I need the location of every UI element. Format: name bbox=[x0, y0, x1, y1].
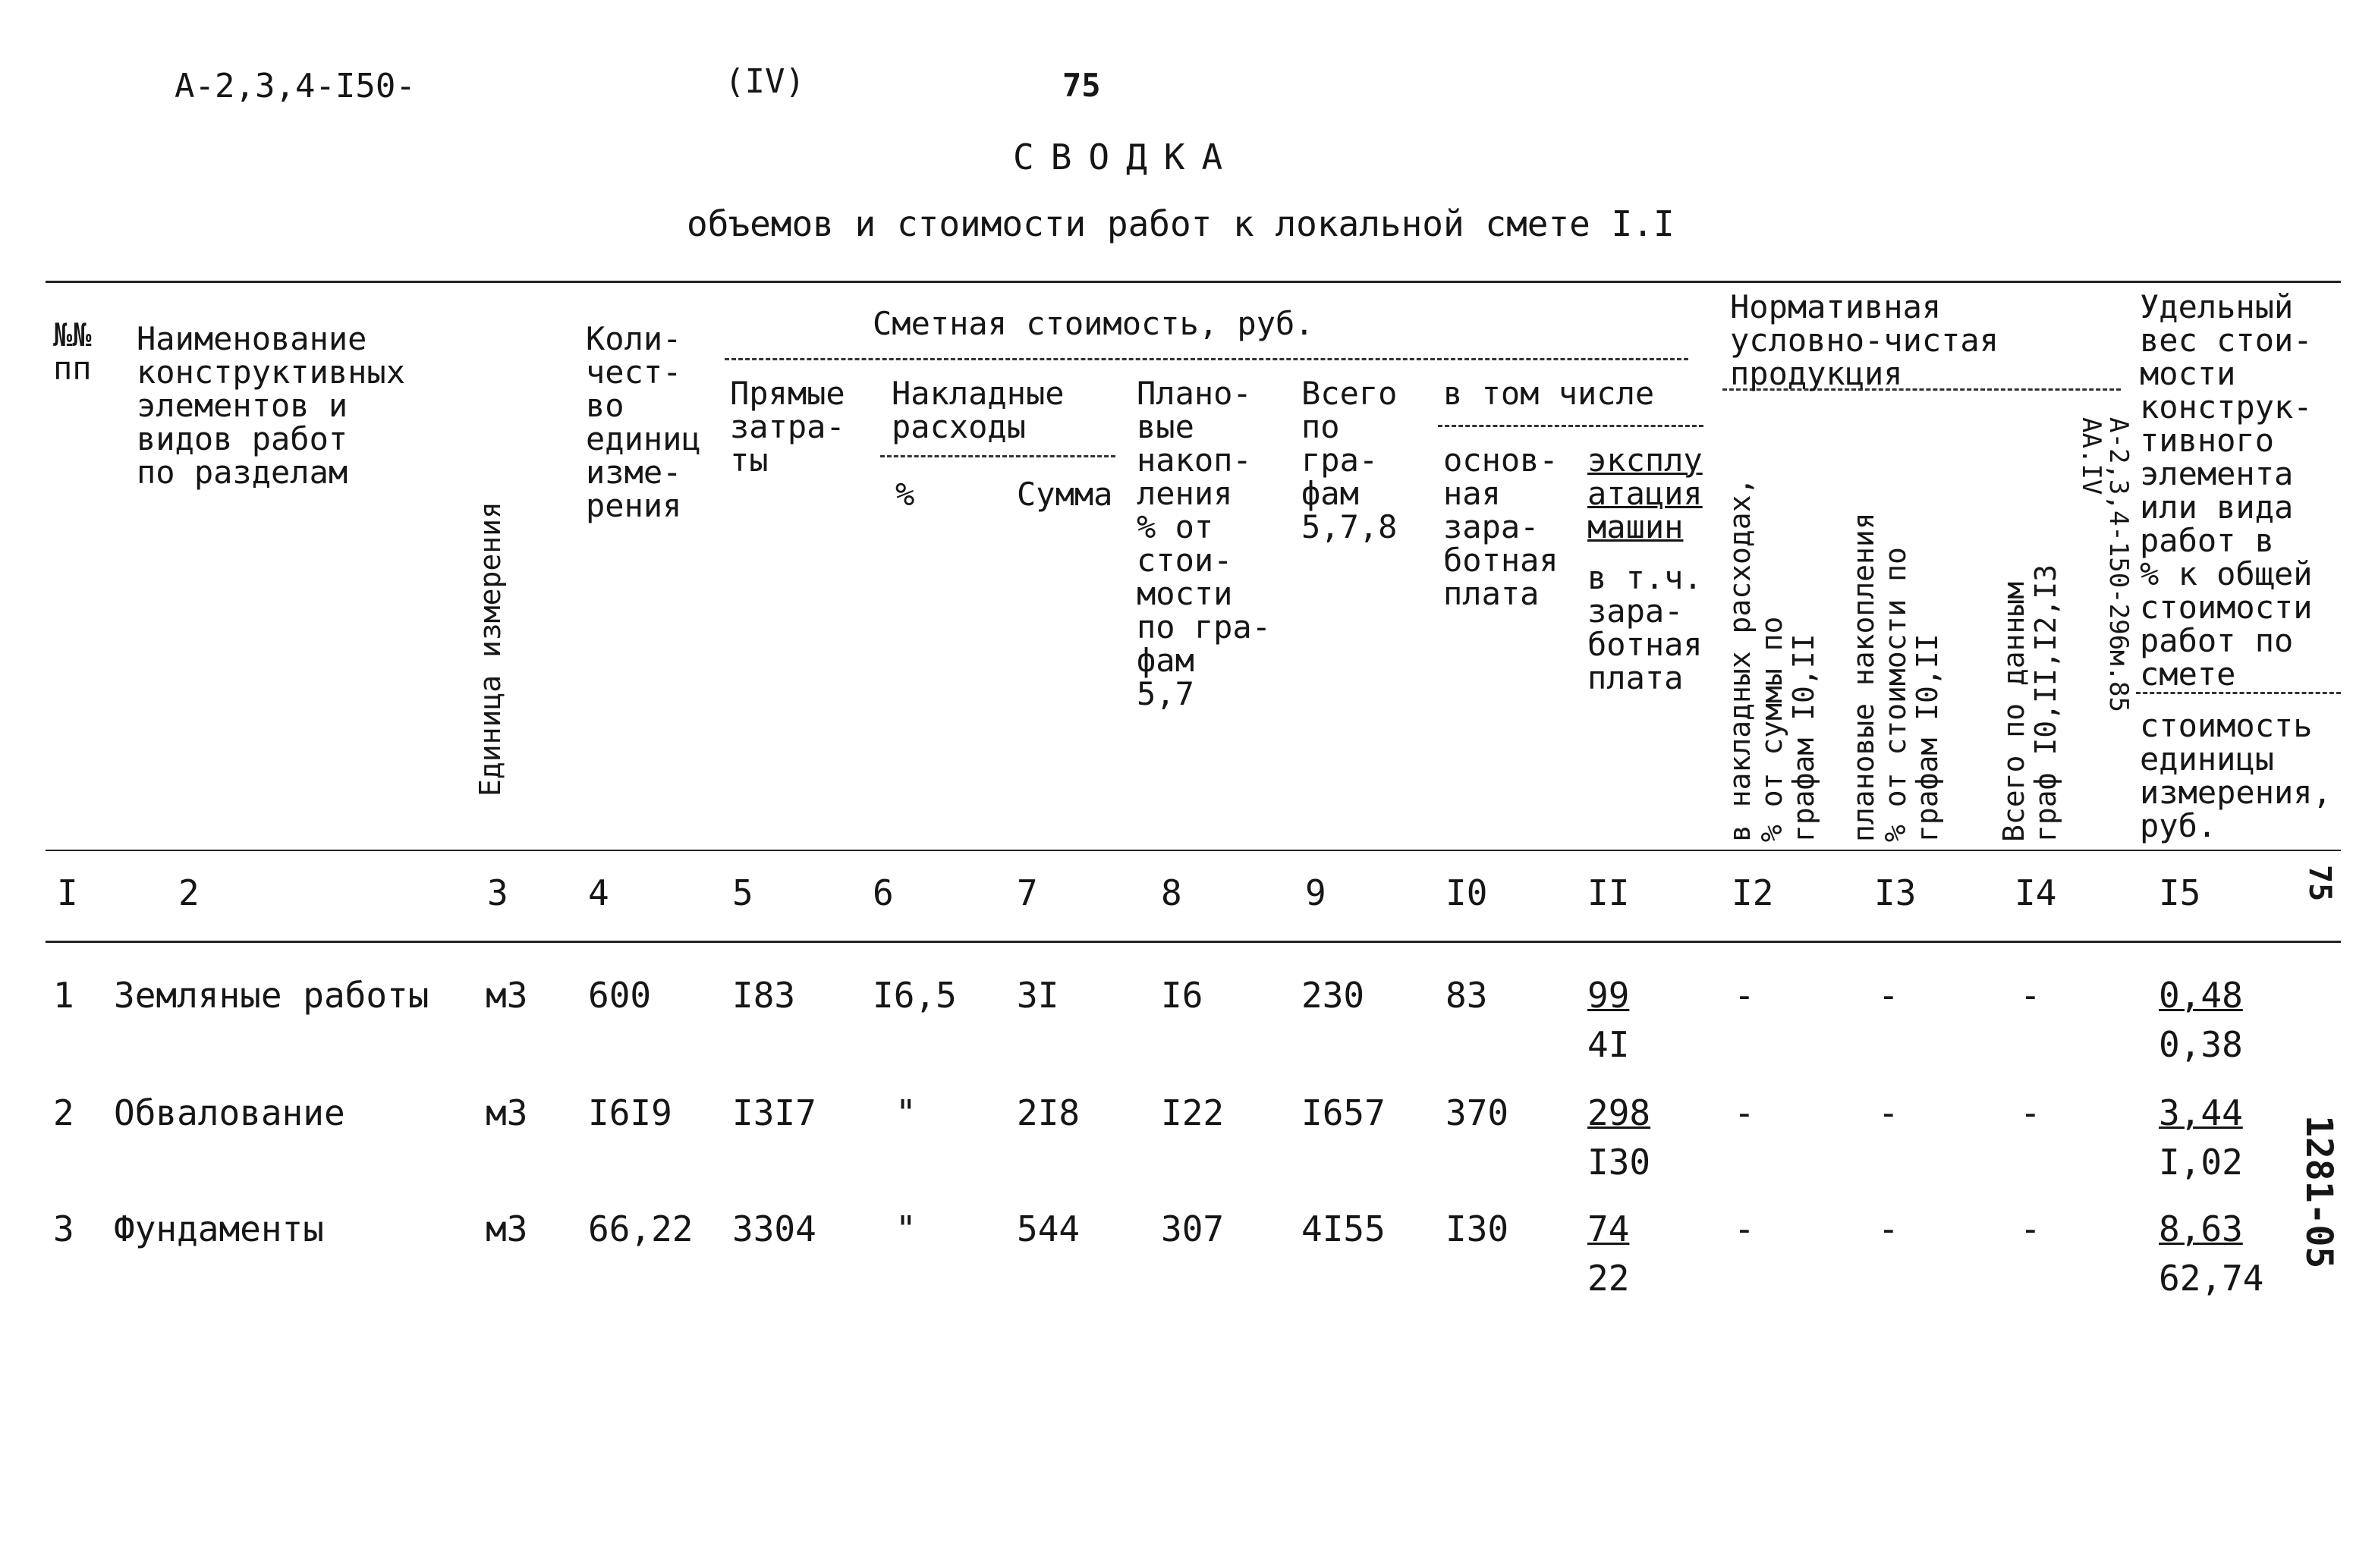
header-norm-overhead: в накладных расходах, % от суммы по графам I0,II bbox=[1723, 477, 1820, 842]
row-unit-cost: 0,38 bbox=[2159, 1024, 2243, 1065]
header-unit: Единица измерения bbox=[473, 501, 507, 797]
colnum-bottom-rule bbox=[46, 941, 2341, 943]
row-direct: I83 bbox=[732, 975, 796, 1016]
row-norm-overhead: - bbox=[1734, 1208, 1755, 1249]
row-norm-overhead: - bbox=[1734, 1092, 1755, 1133]
colnum-8: 8 bbox=[1161, 872, 1182, 913]
row-machine-wage: 4I bbox=[1587, 1024, 1630, 1065]
volume-number: (IV) bbox=[725, 62, 805, 101]
row-num: 3 bbox=[53, 1208, 74, 1249]
header-overhead-sum: Сумма bbox=[1017, 476, 1113, 513]
row-machine: 298 bbox=[1587, 1092, 1651, 1133]
colnum-10: I0 bbox=[1445, 872, 1488, 913]
row-weight: 0,48 bbox=[2159, 975, 2243, 1016]
header-overhead: Накладные расходы bbox=[892, 375, 1065, 445]
row-machine: 99 bbox=[1587, 975, 1630, 1016]
row-machine-wage: 22 bbox=[1587, 1258, 1630, 1299]
colnum-7: 7 bbox=[1017, 872, 1038, 913]
row-sum: 2I8 bbox=[1017, 1092, 1081, 1133]
colnum-3: 3 bbox=[487, 872, 508, 913]
document-code: А-2,3,4-I50- bbox=[175, 67, 416, 105]
row-planned: 307 bbox=[1161, 1208, 1225, 1249]
row-total: 230 bbox=[1301, 975, 1365, 1016]
row-qty: I6I9 bbox=[588, 1092, 672, 1133]
row-machine-wage: I30 bbox=[1587, 1142, 1651, 1183]
header-unit-cost: стоимость единицы измерения, руб. bbox=[2140, 707, 2332, 844]
document-title: СВОДКА bbox=[1013, 137, 1240, 178]
row-machine: 74 bbox=[1587, 1208, 1630, 1249]
header-qty: Коли- чест- во единиц изме- рения bbox=[586, 320, 701, 524]
row-unit-cost: 62,74 bbox=[2159, 1258, 2264, 1299]
header-name: Наименование конструктивных элементов и видов работ по разделам bbox=[137, 320, 406, 491]
row-wage: 370 bbox=[1445, 1092, 1509, 1133]
row-name: Обвалование bbox=[114, 1092, 345, 1133]
row-total: I657 bbox=[1301, 1092, 1386, 1133]
side-code: 1281-05 bbox=[2298, 1115, 2340, 1269]
row-name: Фундаменты bbox=[114, 1208, 324, 1249]
colnum-2: 2 bbox=[178, 872, 200, 913]
row-unit-cost: I,02 bbox=[2159, 1142, 2243, 1183]
row-norm-total: - bbox=[2020, 975, 2041, 1016]
colnum-15: I5 bbox=[2159, 872, 2201, 913]
incl-rule bbox=[1438, 425, 1703, 427]
row-unit: м3 bbox=[486, 975, 528, 1016]
row-pct: I6,5 bbox=[873, 975, 957, 1016]
header-normative: Нормативная условно-чистая продукция bbox=[1730, 288, 1999, 392]
row-norm-total: - bbox=[2020, 1092, 2041, 1133]
row-norm-total: - bbox=[2020, 1208, 2041, 1249]
row-pct: " bbox=[895, 1092, 917, 1133]
row-num: 2 bbox=[53, 1092, 74, 1133]
row-pct: " bbox=[895, 1208, 917, 1249]
header-incl: в том числе bbox=[1443, 375, 1655, 412]
row-norm-planned: - bbox=[1878, 1208, 1899, 1249]
header-norm-planned: плановые накопления % от стоимости по графам I0,II bbox=[1847, 512, 1944, 842]
rotated-stamp: А-2,3,4-150-296м.85 АА.IV bbox=[2076, 417, 2134, 712]
header-wage: основ- ная зара- ботная плата bbox=[1443, 441, 1559, 612]
row-qty: 600 bbox=[588, 975, 652, 1016]
row-direct: 3304 bbox=[732, 1208, 816, 1249]
header-machine-wage: в т.ч. зара- ботная плата bbox=[1587, 559, 1703, 696]
colnum-13: I3 bbox=[1874, 872, 1917, 913]
header-machine: эксплу атация машин bbox=[1587, 441, 1703, 545]
row-sum: 3I bbox=[1017, 975, 1059, 1016]
page-number: 75 bbox=[1062, 67, 1101, 104]
row-qty: 66,22 bbox=[588, 1208, 694, 1249]
header-num: №№ пп bbox=[53, 316, 92, 387]
colnum-12: I2 bbox=[1732, 872, 1774, 913]
colnum-5: 5 bbox=[732, 872, 753, 913]
colnum-4: 4 bbox=[588, 872, 609, 913]
row-weight: 3,44 bbox=[2159, 1092, 2243, 1133]
row-sum: 544 bbox=[1017, 1208, 1081, 1249]
row-planned: I22 bbox=[1161, 1092, 1225, 1133]
row-total: 4I55 bbox=[1301, 1208, 1386, 1249]
row-weight: 8,63 bbox=[2159, 1208, 2243, 1249]
row-norm-overhead: - bbox=[1734, 975, 1755, 1016]
colnum-1: I bbox=[57, 872, 78, 913]
row-wage: I30 bbox=[1445, 1208, 1509, 1249]
colnum-14: I4 bbox=[2015, 872, 2057, 913]
row-norm-planned: - bbox=[1878, 975, 1899, 1016]
header-planned: Плано- вые накоп- ления % от стои- мости по гра- фам 5,7 bbox=[1137, 375, 1272, 712]
header-direct: Прямые затра- ты bbox=[730, 375, 845, 479]
header-norm-total: Всего по данным граф I0,II,I2,I3 bbox=[1997, 564, 2062, 842]
colnum-9: 9 bbox=[1305, 872, 1326, 913]
table-top-rule bbox=[46, 281, 2341, 283]
colnum-11: II bbox=[1587, 872, 1630, 913]
side-page-number: 75 bbox=[2302, 865, 2337, 902]
header-total: Всего по гра- фам 5,7,8 bbox=[1301, 375, 1398, 545]
row-name: Земляные работы bbox=[114, 975, 429, 1016]
row-wage: 83 bbox=[1445, 975, 1488, 1016]
header-bottom-rule bbox=[46, 850, 2341, 851]
smetnaya-rule bbox=[725, 358, 1688, 360]
row-direct: I3I7 bbox=[732, 1092, 816, 1133]
row-unit: м3 bbox=[486, 1208, 528, 1249]
row-num: 1 bbox=[53, 975, 74, 1016]
row-unit: м3 bbox=[486, 1092, 528, 1133]
row-norm-planned: - bbox=[1878, 1092, 1899, 1133]
overhead-rule bbox=[880, 455, 1115, 457]
header-weight: Удельный вес стои- мости конструк- тивного элемента или вида работ в % к общей стоимости работ по смете bbox=[2140, 288, 2313, 693]
header-smetnaya: Сметная стоимость, руб. bbox=[873, 305, 1314, 342]
header-overhead-pct: % bbox=[895, 476, 915, 513]
row-planned: I6 bbox=[1161, 975, 1203, 1016]
colnum-6: 6 bbox=[873, 872, 894, 913]
document-subtitle: объемов и стоимости работ к локальной смете I.I bbox=[687, 203, 1675, 244]
